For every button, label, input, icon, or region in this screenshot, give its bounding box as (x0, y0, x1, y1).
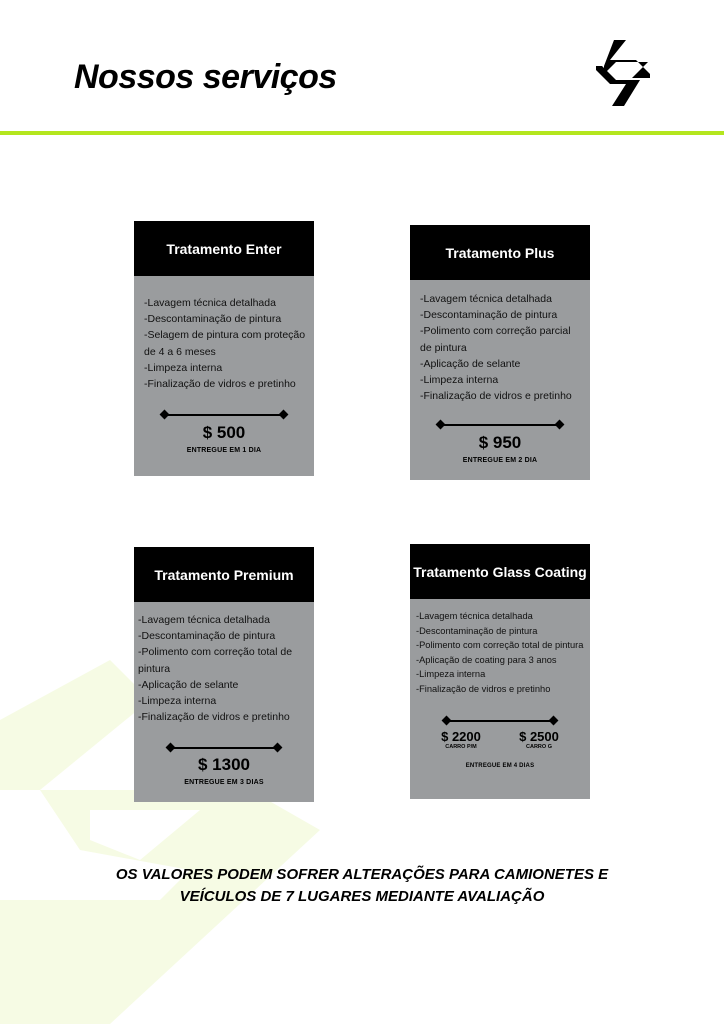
list-item: -Aplicação de selante (420, 357, 521, 370)
accent-divider (0, 131, 724, 135)
list-item: -Lavagem técnica detalhada (144, 297, 276, 309)
list-item: -Finalização de vidros e pretinho (138, 711, 290, 724)
list-item: -Limpeza interna (138, 695, 217, 708)
list-item: -Limpeza interna (144, 361, 223, 374)
list-item: -Limpeza interna (420, 374, 499, 387)
divider (446, 715, 554, 727)
service-card-premium (134, 547, 314, 802)
list-item: -Lavagem técnica detalhada (416, 611, 533, 621)
footer-disclaimer (100, 864, 624, 908)
list-item: -Aplicação de selante (138, 678, 239, 691)
delivery-time: ENTREGUE EM 4 DIAS (465, 762, 535, 769)
card-title: Tratamento Plus (410, 225, 590, 280)
footer-line-2: VEÍCULOS DE 7 LUGARES MEDIANTE AVALIAÇÃO (179, 888, 545, 905)
page-title: Nossos serviços (74, 58, 337, 96)
price: $ 2200 (441, 728, 481, 744)
list-item: -Lavagem técnica detalhada (138, 614, 270, 626)
service-list (134, 276, 314, 392)
divider (170, 742, 278, 754)
list-item: -Finalização de vidros e pretinho (416, 683, 551, 694)
price-option-small (426, 729, 496, 750)
service-card-glass-coating (410, 544, 590, 799)
list-item: -Lavagem técnica detalhada (420, 293, 552, 305)
service-card-enter (134, 221, 314, 476)
service-card-plus (410, 225, 590, 480)
footer-line-1: OS VALORES PODEM SOFRER ALTERAÇÕES PARA CAMIONETES E (115, 866, 609, 883)
list-item: -Polimento com correção total de pintura (416, 640, 584, 651)
price: $ 1300 (198, 755, 250, 775)
card-title: Tratamento Enter (134, 221, 314, 276)
list-item: -Descontaminação de pintura (144, 313, 282, 326)
brand-logo (596, 40, 650, 106)
price-option-large (504, 729, 574, 750)
card-title: Tratamento Premium (134, 547, 314, 602)
price-options (410, 729, 590, 759)
list-item: -Finalização de vidros e pretinho (144, 378, 296, 391)
list-item: -Selagem de pintura com proteção (144, 329, 306, 342)
list-item: -Finalização de vidros e pretinho (420, 390, 572, 403)
price: $ 950 (478, 433, 522, 453)
service-list (410, 280, 590, 404)
car-size-label: CARRO P/M (445, 743, 477, 750)
divider (164, 409, 284, 421)
price: $ 500 (202, 423, 246, 443)
delivery-time: ENTREGUE EM 1 DIA (186, 447, 262, 455)
divider (440, 419, 560, 431)
list-item: -Aplicação de coating para 3 anos (416, 654, 557, 665)
list-item: -Descontaminação de pintura (416, 625, 538, 636)
service-list (410, 599, 590, 697)
list-item: de 4 a 6 meses (144, 345, 216, 358)
delivery-time: ENTREGUE EM 3 DIAS (184, 779, 264, 787)
car-size-label: CARRO G (526, 743, 552, 750)
service-list (134, 602, 314, 725)
list-item: -Limpeza interna (416, 669, 486, 680)
list-item: -Polimento com correção parcial (420, 325, 571, 338)
card-title: Tratamento Glass Coating (410, 544, 590, 599)
list-item: de pintura (420, 341, 467, 354)
list-item: pintura (138, 662, 171, 675)
list-item: -Polimento com correção total de (138, 646, 293, 659)
list-item: -Descontaminação de pintura (420, 309, 558, 322)
delivery-time: ENTREGUE EM 2 DIA (462, 457, 538, 465)
list-item: -Descontaminação de pintura (138, 630, 276, 643)
price: $ 2500 (519, 728, 559, 744)
